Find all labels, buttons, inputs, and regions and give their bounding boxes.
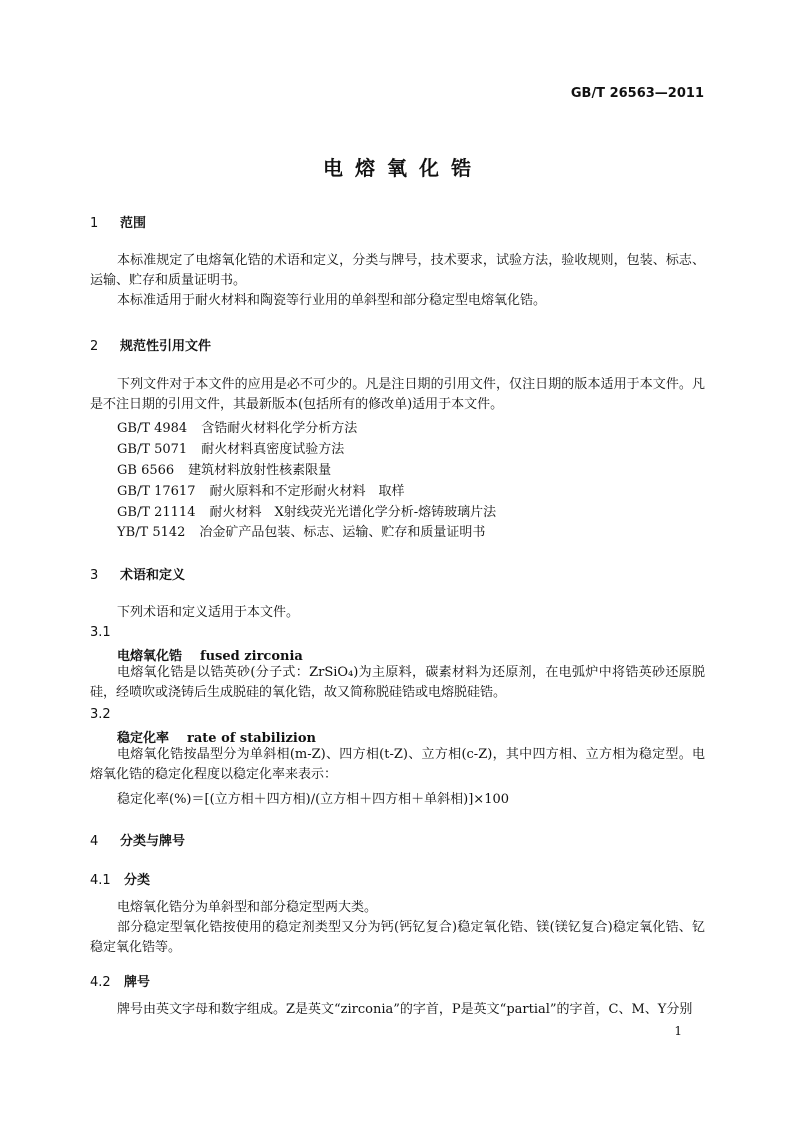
- reference-title: 耐火材料 X射线荧光光谱化学分析-熔铸玻璃片法: [209, 505, 497, 520]
- subsection-title: 分类: [124, 873, 151, 888]
- subsection-4-2-paragraph-1: 牌号由英文字母和数字组成。Z是英文“zirconia”的字首，P是英文“partial”的字首，C、M、Y分别: [117, 1002, 693, 1017]
- subsection-4-1-heading: [90, 869, 150, 888]
- term-heading: [117, 645, 303, 664]
- reference-code: GB/T 4984: [117, 421, 188, 436]
- section-number: 1: [90, 216, 99, 231]
- section-number: 4: [90, 834, 99, 849]
- section-2-heading: [90, 335, 211, 354]
- subsection-4-1-paragraph-2: 部分稳定型氧化锆按使用的稳定剂类型又分为钙(钙钇复合)稳定氧化锆、镁(镁钇复合)稳定氧化锆、钇稳定氧化锆等。: [90, 920, 705, 955]
- term-english: rate of stabilizion: [187, 731, 316, 746]
- section-1-heading: [90, 212, 146, 231]
- reference-code: GB/T 5071: [117, 442, 188, 457]
- section-1-paragraph-2: 本标准适用于耐火材料和陶瓷等行业用的单斜型和部分稳定型电熔氧化锆。: [117, 293, 547, 308]
- section-2-paragraph-1: 下列文件对于本文件的应用是必不可少的。凡是注日期的引用文件，仅注日期的版本适用于本文件。凡是不注日期的引用文件，其最新版本(包括所有的修改单)适用于本文件。: [90, 377, 705, 412]
- reference-code: GB/T 21114: [117, 505, 196, 520]
- section-3-paragraph-1: 下列术语和定义适用于本文件。: [117, 605, 300, 620]
- section-title: 术语和定义: [120, 568, 186, 583]
- term-number: 3.2: [90, 707, 111, 722]
- reference-code: GB 6566: [117, 463, 175, 478]
- reference-item: [117, 417, 357, 436]
- reference-item: [117, 438, 344, 457]
- term-english: fused zirconia: [200, 649, 303, 664]
- section-3-heading: [90, 564, 185, 583]
- section-title: 分类与牌号: [120, 834, 186, 849]
- section-1-paragraph-1: 本标准规定了电熔氧化锆的术语和定义，分类与牌号，技术要求，试验方法，验收规则，包装、标志、运输、贮存和质量证明书。: [90, 253, 705, 288]
- subsection-4-2-heading: [90, 971, 150, 990]
- section-number: 3: [90, 568, 99, 583]
- section-title: 范围: [120, 216, 147, 231]
- subsection-number: 4.1: [90, 873, 111, 888]
- reference-title: 耐火材料真密度试验方法: [201, 442, 345, 457]
- reference-code: GB/T 17617: [117, 484, 196, 499]
- reference-title: 耐火原料和不定形耐火材料 取样: [209, 484, 405, 499]
- page-number: 1: [674, 1024, 682, 1038]
- term-number: 3.1: [90, 625, 111, 640]
- stabilization-formula: 稳定化率(%)＝[(立方相＋四方相)/(立方相＋四方相＋单斜相)]×100: [117, 792, 510, 807]
- reference-item: [117, 480, 405, 499]
- term-chinese: 稳定化率: [117, 731, 170, 746]
- standard-number: GB/T 26563—2011: [570, 86, 704, 101]
- section-title: 规范性引用文件: [120, 339, 212, 354]
- term-chinese: 电熔氧化锆: [117, 649, 183, 664]
- section-4-heading: [90, 830, 185, 849]
- document-title: 电熔氧化锆: [323, 156, 483, 180]
- reference-title: 建筑材料放射性核素限量: [188, 463, 332, 478]
- term-definition: 电熔氧化锆是以锆英砂(分子式：ZrSiO₄)为主原料，碳素材料为还原剂，在电弧炉中将锆英砂还原脱硅，经喷吹或浇铸后生成脱硅的氧化锆，故又简称脱硅锆或电熔脱硅锆。: [90, 665, 705, 700]
- reference-code: YB/T 5142: [117, 525, 186, 540]
- subsection-4-1-paragraph-1: 电熔氧化锆分为单斜型和部分稳定型两大类。: [117, 900, 378, 915]
- reference-title: 冶金矿产品包装、标志、运输、贮存和质量证明书: [199, 525, 486, 540]
- term-definition: 电熔氧化锆按晶型分为单斜相(m-Z)、四方相(t-Z)、立方相(c-Z)，其中四方相、立方相为稳定型。电熔氧化锆的稳定化程度以稳定化率来表示：: [90, 747, 705, 782]
- subsection-number: 4.2: [90, 975, 111, 990]
- subsection-title: 牌号: [124, 975, 151, 990]
- reference-item: [117, 459, 331, 478]
- reference-item: [117, 521, 485, 540]
- section-number: 2: [90, 339, 99, 354]
- reference-title: 含锆耐火材料化学分析方法: [201, 421, 358, 436]
- term-heading: [117, 727, 316, 746]
- reference-item: [117, 501, 496, 520]
